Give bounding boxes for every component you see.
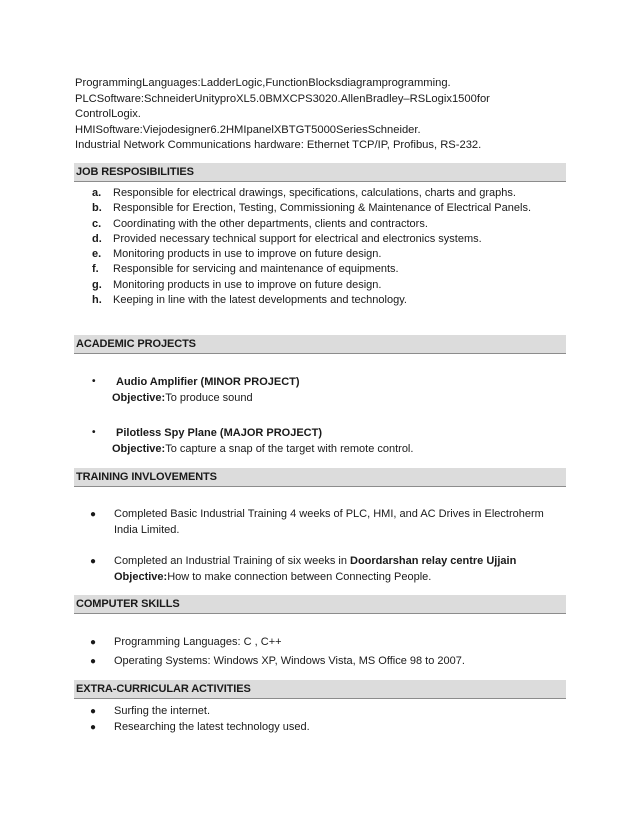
list-marker: g. xyxy=(92,278,102,291)
list-item-text: Coordinating with the other departments, clients and contractors. xyxy=(113,217,428,230)
list-item xyxy=(90,633,565,652)
section-heading-extra: EXTRA-CURRICULAR ACTIVITIES xyxy=(74,680,566,699)
bullet-icon: ● xyxy=(90,706,97,717)
intro-word: for xyxy=(476,92,490,105)
objective-label: Objective: xyxy=(112,443,166,455)
intro-word: Software: xyxy=(95,123,143,136)
intro-word: Logic, xyxy=(235,77,266,89)
training-item-2 xyxy=(90,554,565,585)
computer-skills-list xyxy=(90,633,565,671)
intro-line-plc xyxy=(75,92,565,108)
list-marker: h. xyxy=(92,294,102,307)
objective-text: To capture a snap of the target with remote control. xyxy=(165,443,414,455)
intro-word: 5.0 xyxy=(249,92,266,105)
section-heading-job: JOB RESPOSIBILITIES xyxy=(74,163,566,182)
intro-word: HMI xyxy=(75,123,96,136)
intro-word: Bradley xyxy=(365,92,404,105)
intro-word: panel xyxy=(246,123,274,136)
list-item-text: Monitoring products in use to improve on future design. xyxy=(113,248,382,261)
objective-text: How to make connection between Connecting People. xyxy=(167,570,432,583)
intro-line-hmi xyxy=(75,123,565,139)
list-item xyxy=(92,247,562,262)
intro-word: HMI xyxy=(225,123,247,136)
list-item-text: Completed an Industrial Training of six weeks in xyxy=(114,555,351,567)
intro-word: Unity xyxy=(194,92,220,105)
intro-word: Software: xyxy=(96,92,145,105)
list-marker: f. xyxy=(92,263,99,276)
list-item-text: Completed Basic Industrial Training 4 weeks of PLC, HMI, and AC Drives in Electroherm xyxy=(114,508,544,520)
intro-word: RSLogix1500 xyxy=(409,92,477,105)
list-item xyxy=(90,652,565,671)
job-list xyxy=(92,186,562,308)
bullet-icon: ● xyxy=(90,556,97,567)
objective-label: Objective: xyxy=(114,570,168,583)
intro-word: Schneider. xyxy=(367,123,421,136)
intro-word: diagram xyxy=(341,77,382,89)
list-item xyxy=(92,232,562,247)
intro-word: Function xyxy=(265,77,309,89)
list-item xyxy=(92,186,562,201)
section-heading-training: TRAINING INVLOVEMENTS xyxy=(74,468,566,487)
intro-block xyxy=(75,76,565,154)
section-heading-academic: ACADEMIC PROJECTS xyxy=(74,335,566,354)
list-marker: b. xyxy=(92,202,102,215)
list-item xyxy=(90,704,565,720)
list-item xyxy=(92,278,562,293)
list-marker: c. xyxy=(92,217,102,230)
intro-word: Languages: xyxy=(142,77,201,89)
list-item-text: Researching the latest technology used. xyxy=(114,720,310,733)
list-item-text: Responsible for electrical drawings, specifications, calculations, charts and graphs. xyxy=(113,187,516,199)
intro-word: Ladder xyxy=(200,77,236,89)
intro-word: Schneider xyxy=(144,92,195,105)
list-item-text: Monitoring products in use to improve on future design. xyxy=(113,278,382,291)
bullet-icon: ● xyxy=(90,509,97,520)
objective-label: Objective: xyxy=(112,392,166,404)
intro-line-programming xyxy=(75,76,565,92)
training-item-1 xyxy=(90,507,565,538)
bullet-icon: ● xyxy=(90,721,97,733)
project-title: Audio Amplifier (MINOR PROJECT) xyxy=(116,376,300,388)
bullet-icon: • xyxy=(92,376,96,387)
list-item-text: Surfing the internet. xyxy=(114,705,211,717)
project-major xyxy=(92,425,413,457)
intro-line-network: Industrial Network Communications hardware: Ethernet TCP/IP, Profibus, RS-232. xyxy=(75,139,482,151)
list-item xyxy=(92,262,562,277)
intro-word: Viejo xyxy=(142,123,168,136)
list-item-text: Programming Languages: C , C++ xyxy=(114,636,282,648)
intro-word: XL xyxy=(236,92,250,105)
list-item xyxy=(90,554,565,585)
section-heading-computer: COMPUTER SKILLS xyxy=(74,595,566,614)
list-item xyxy=(92,201,562,216)
list-item-text: India Limited. xyxy=(114,523,180,536)
intro-word: Blocks xyxy=(308,77,342,89)
intro-word: Allen xyxy=(340,92,366,105)
list-item xyxy=(92,293,562,308)
bullet-icon: ● xyxy=(90,637,97,648)
list-item-text: Operating Systems: Windows XP, Windows Vista, MS Office 98 to 2007. xyxy=(114,655,465,667)
bullet-icon: ● xyxy=(90,656,97,667)
project-minor xyxy=(92,374,300,406)
training-location: Doordarshan relay centre Ujjain xyxy=(350,555,517,567)
intro-word: programming. xyxy=(381,77,451,89)
intro-line-controllogix: ControlLogix. xyxy=(75,108,141,120)
intro-word: 6.2 xyxy=(210,123,226,136)
bullet-icon: • xyxy=(92,427,96,438)
project-title: Pilotless Spy Plane (MAJOR PROJECT) xyxy=(116,427,322,439)
intro-word: Programming xyxy=(75,77,143,89)
intro-word: pro xyxy=(219,92,237,105)
intro-word: BMXCPS3020. xyxy=(265,92,341,105)
intro-word: designer xyxy=(167,123,211,136)
list-marker: d. xyxy=(92,232,102,245)
list-item xyxy=(90,720,565,736)
list-item xyxy=(90,507,565,538)
intro-word: XBTGT5000 xyxy=(273,123,337,136)
intro-word: PLC xyxy=(75,92,97,105)
intro-word: Series xyxy=(336,123,368,136)
list-item-text: Responsible for Erection, Testing, Commissioning & Maintenance of Electrical Panels. xyxy=(113,202,531,215)
list-item-text: Provided necessary technical support for electrical and electronics systems. xyxy=(113,232,482,245)
list-marker: a. xyxy=(92,187,102,199)
extra-activities-list xyxy=(90,704,565,735)
objective-text: To produce sound xyxy=(165,392,253,404)
list-marker: e. xyxy=(92,248,102,261)
list-item-text: Responsible for servicing and maintenance of equipments. xyxy=(113,263,399,276)
list-item xyxy=(92,217,562,232)
list-item-text: Keeping in line with the latest developments and technology. xyxy=(113,294,407,307)
intro-word: – xyxy=(403,92,410,105)
